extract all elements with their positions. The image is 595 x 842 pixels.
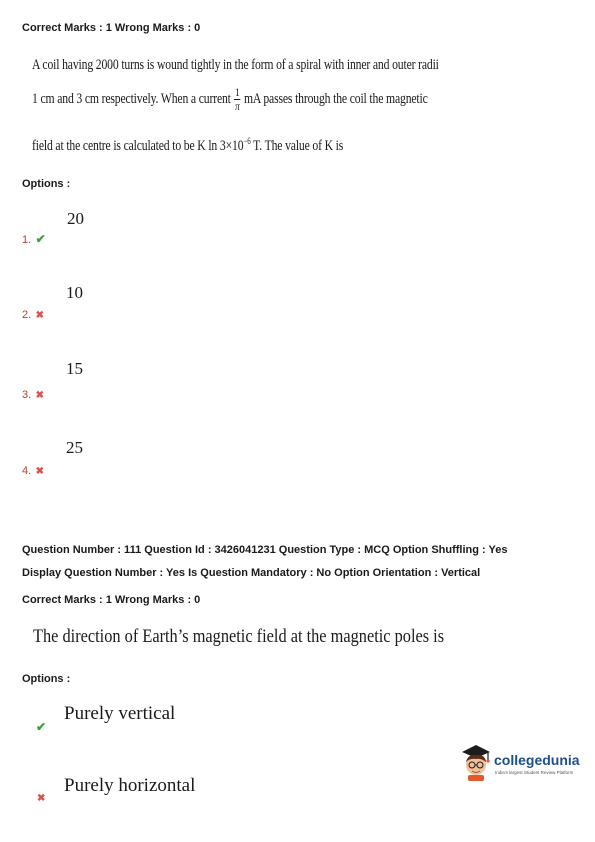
q1-line3-exponent: −6 xyxy=(243,136,251,146)
q1-line2-start: 1 cm and 3 cm respectively. When a current xyxy=(32,90,231,107)
collegedunia-logo xyxy=(459,743,585,783)
q2-option-1-value: Purely vertical xyxy=(64,703,176,724)
q1-option-1-value: 20 xyxy=(67,209,84,228)
current-fraction xyxy=(234,86,240,113)
q1-text-line2 xyxy=(32,86,428,113)
cross-icon: ✖ xyxy=(35,390,45,401)
q2-option-2-value: Purely horizontal xyxy=(64,775,196,796)
q1-option-3-value: 15 xyxy=(66,359,83,378)
cross-icon: ✖ xyxy=(35,466,45,477)
q2-question-text: The direction of Earth’s magnetic field at the magnetic poles is xyxy=(33,626,445,647)
check-icon: ✔ xyxy=(35,232,46,246)
q1-option-2-marker xyxy=(22,305,44,323)
q1-line3-start: field at the centre is calculated to be K ln 3×10 xyxy=(32,138,244,154)
q2-info-line1: Question Number : 111 Question Id : 3426041231 Question Type : MCQ Option Shuffling : Yes xyxy=(22,544,508,556)
q1-options-label: Options : xyxy=(22,178,71,190)
q1-marks: Correct Marks : 1 Wrong Marks : 0 xyxy=(22,22,201,34)
logo-name: collegedunia xyxy=(494,752,580,768)
q1-option-1-number: 1. xyxy=(22,234,32,246)
cross-icon: ✖ xyxy=(37,793,46,804)
q1-option-4-value: 25 xyxy=(66,438,83,457)
q1-option-4-marker xyxy=(22,461,44,479)
q2-marks: Correct Marks : 1 Wrong Marks : 0 xyxy=(22,594,201,606)
q1-line3-end: T. The value of K is xyxy=(253,138,344,154)
check-icon: ✔ xyxy=(36,720,47,734)
student-mascot-icon xyxy=(459,743,493,781)
q2-options-label: Options : xyxy=(22,673,71,685)
q1-line2-end: mA passes through the coil the magnetic xyxy=(243,90,428,107)
fraction-numerator: 1 xyxy=(235,85,240,99)
fraction-denominator: π xyxy=(235,99,240,113)
q1-option-3-marker xyxy=(22,385,44,403)
q2-info-line2: Display Question Number : Yes Is Question Mandatory : No Option Orientation : Vertical xyxy=(22,567,481,579)
q1-text-line1: A coil having 2000 turns is wound tightly in the form of a spiral with inner and outer radii xyxy=(32,57,439,73)
q1-option-2-value: 10 xyxy=(66,283,83,302)
cross-icon: ✖ xyxy=(35,310,45,321)
q1-option-4-number: 4. xyxy=(22,465,32,477)
q1-option-3-number: 3. xyxy=(22,389,32,401)
q1-text-line3 xyxy=(32,136,343,155)
q1-option-2-number: 2. xyxy=(22,309,32,321)
q1-option-1-marker xyxy=(22,230,46,248)
logo-tagline: India's largest Student Review Platform xyxy=(495,770,574,775)
